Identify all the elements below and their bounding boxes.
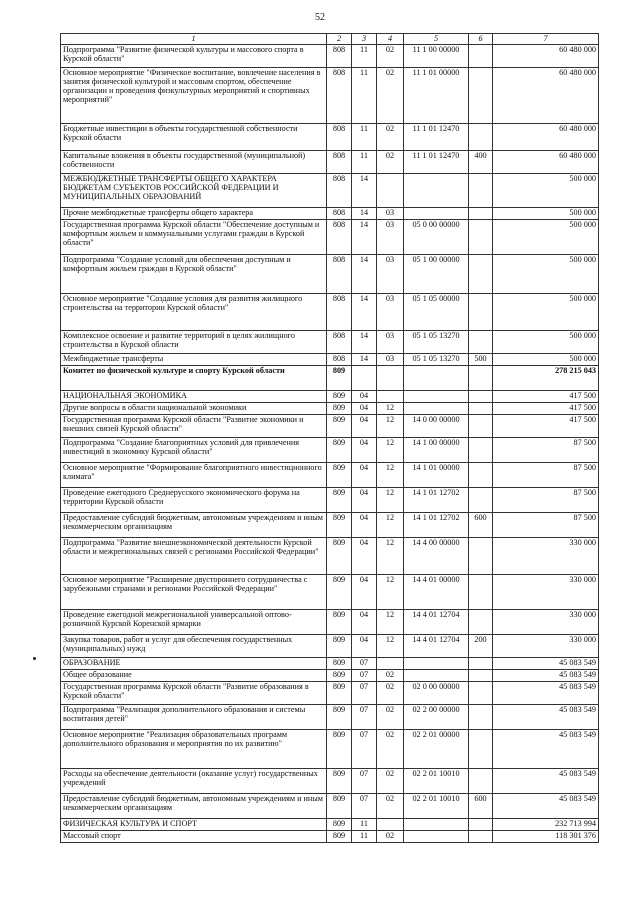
table-row [61,670,599,682]
row-vr-cell [469,705,493,730]
row-gr-cell: 809 [327,682,352,705]
row-sum-cell: 330 000 [493,538,599,575]
budget-table [60,33,599,843]
row-csr-cell: 11 1 00 00000 [404,45,469,68]
row-gr-cell: 808 [327,124,352,151]
row-csr-cell: 02 2 00 00000 [404,705,469,730]
row-pr-cell: 02 [377,769,404,794]
row-csr-cell: 14 4 01 12704 [404,610,469,635]
row-name-cell: МЕЖБЮДЖЕТНЫЕ ТРАНСФЕРТЫ ОБЩЕГО ХАРАКТЕРА БЮДЖЕТАМ СУБЪЕКТОВ РОССИЙСКОЙ ФЕДЕРАЦИИ И МУНИЦИПАЛЬНЫХ ОБРАЗОВАНИЙ [61,174,327,208]
row-pr-cell: 12 [377,415,404,438]
row-csr-cell: 14 4 01 00000 [404,575,469,610]
row-name-cell: Основное мероприятие "Формирование благоприятного инвестиционного климата" [61,463,327,488]
row-rz-cell: 07 [352,794,377,819]
row-pr-cell: 12 [377,513,404,538]
row-gr-cell: 808 [327,68,352,124]
column-number: 1 [61,34,327,45]
row-vr-cell: 400 [469,151,493,174]
row-gr-cell: 809 [327,538,352,575]
row-name-cell: Проведение ежегодного Среднерусского экономического форума на территории Курской области [61,488,327,513]
column-number: 2 [327,34,352,45]
table-row [61,610,599,635]
row-sum-cell: 500 000 [493,174,599,208]
row-csr-cell: 14 1 01 12702 [404,488,469,513]
row-name-cell: Межбюджетные трансферты [61,354,327,366]
row-gr-cell: 809 [327,463,352,488]
row-sum-cell: 417 500 [493,415,599,438]
row-csr-cell: 14 0 00 00000 [404,415,469,438]
table-row [61,124,599,151]
table-row [61,635,599,658]
row-rz-cell: 14 [352,220,377,255]
row-csr-cell: 14 1 00 00000 [404,438,469,463]
table-row [61,151,599,174]
table-row [61,366,599,391]
row-rz-cell: 11 [352,151,377,174]
row-pr-cell: 12 [377,438,404,463]
row-pr-cell: 03 [377,208,404,220]
row-vr-cell [469,68,493,124]
row-pr-cell: 12 [377,635,404,658]
row-vr-cell [469,769,493,794]
row-csr-cell: 14 1 01 00000 [404,463,469,488]
row-csr-cell [404,403,469,415]
row-pr-cell [377,174,404,208]
column-number: 4 [377,34,404,45]
row-csr-cell: 11 1 01 00000 [404,68,469,124]
table-row [61,682,599,705]
row-rz-cell: 11 [352,124,377,151]
row-name-cell: ФИЗИЧЕСКАЯ КУЛЬТУРА И СПОРТ [61,819,327,831]
row-name-cell: Государственная программа Курской области "Обеспечение доступным и комфортным жильем и коммунальными услугами граждан в Курской области" [61,220,327,255]
row-pr-cell: 02 [377,682,404,705]
row-name-cell: Основное мероприятие "Расширение двустороннего сотрудничества с зарубежными странами и регионами Российской Федерации" [61,575,327,610]
row-gr-cell: 808 [327,208,352,220]
row-csr-cell: 02 2 01 10010 [404,769,469,794]
stray-mark [33,657,36,660]
table-row [61,819,599,831]
row-pr-cell: 02 [377,45,404,68]
row-sum-cell: 45 083 549 [493,658,599,670]
row-gr-cell: 809 [327,670,352,682]
row-rz-cell: 11 [352,45,377,68]
row-name-cell: Основное мероприятие "Создание условия для развития жилищного строительства на территории Курской области" [61,294,327,331]
row-csr-cell: 14 1 01 12702 [404,513,469,538]
row-rz-cell: 14 [352,294,377,331]
row-name-cell: Основное мероприятие "Реализация образовательных программ дополнительного образования и мероприятия по их развитию" [61,730,327,769]
row-gr-cell: 809 [327,794,352,819]
row-pr-cell: 03 [377,255,404,294]
row-rz-cell: 11 [352,68,377,124]
row-sum-cell: 118 301 376 [493,831,599,843]
row-pr-cell: 03 [377,294,404,331]
row-sum-cell: 330 000 [493,575,599,610]
row-name-cell: Подпрограмма "Создание благоприятных условий для привлечения инвестиций в экономику Курской области" [61,438,327,463]
row-pr-cell: 12 [377,575,404,610]
row-vr-cell: 500 [469,354,493,366]
row-vr-cell [469,438,493,463]
row-sum-cell: 417 500 [493,403,599,415]
row-vr-cell [469,463,493,488]
row-name-cell: Расходы на обеспечение деятельности (оказание услуг) государственных учреждений [61,769,327,794]
row-vr-cell: 600 [469,794,493,819]
table-row [61,391,599,403]
row-name-cell: Государственная программа Курской области "Развитие экономики и внешних связей Курской области" [61,415,327,438]
row-pr-cell: 02 [377,794,404,819]
row-name-cell: Подпрограмма "Развитие физической культуры и массового спорта в Курской области" [61,45,327,68]
row-sum-cell: 500 000 [493,331,599,354]
row-rz-cell: 04 [352,415,377,438]
row-pr-cell [377,819,404,831]
row-rz-cell: 04 [352,610,377,635]
row-rz-cell: 14 [352,331,377,354]
row-sum-cell: 500 000 [493,255,599,294]
row-csr-cell [404,658,469,670]
row-vr-cell [469,610,493,635]
row-sum-cell: 500 000 [493,294,599,331]
row-gr-cell: 809 [327,769,352,794]
table-row [61,208,599,220]
column-number: 5 [404,34,469,45]
table-row [61,354,599,366]
row-vr-cell [469,294,493,331]
row-vr-cell [469,403,493,415]
row-sum-cell: 60 480 000 [493,45,599,68]
row-rz-cell: 07 [352,769,377,794]
row-vr-cell: 600 [469,513,493,538]
row-vr-cell: 200 [469,635,493,658]
table-row [61,415,599,438]
row-vr-cell [469,819,493,831]
row-sum-cell: 330 000 [493,635,599,658]
row-vr-cell [469,415,493,438]
row-vr-cell [469,45,493,68]
table-row [61,488,599,513]
row-rz-cell [352,366,377,391]
row-pr-cell [377,366,404,391]
row-rz-cell: 07 [352,682,377,705]
row-pr-cell [377,391,404,403]
row-gr-cell: 809 [327,366,352,391]
row-gr-cell: 809 [327,488,352,513]
row-csr-cell: 14 4 00 00000 [404,538,469,575]
row-gr-cell: 809 [327,513,352,538]
row-vr-cell [469,174,493,208]
row-vr-cell [469,658,493,670]
row-csr-cell: 11 1 01 12470 [404,124,469,151]
row-sum-cell: 45 083 549 [493,705,599,730]
column-number: 7 [493,34,599,45]
row-name-cell: Предоставление субсидий бюджетным, автономным учреждениям и иным некоммерческим организациям [61,513,327,538]
row-vr-cell [469,366,493,391]
row-rz-cell: 04 [352,575,377,610]
page-number: 52 [315,12,325,23]
table-row [61,575,599,610]
row-sum-cell: 87 500 [493,438,599,463]
row-name-cell: Комитет по физической культуре и спорту Курской области [61,366,327,391]
row-gr-cell: 808 [327,151,352,174]
row-name-cell: Комплексное освоение и развитие территорий в целях жилищного строительства в Курской области [61,331,327,354]
table-row [61,68,599,124]
row-pr-cell: 03 [377,331,404,354]
row-rz-cell: 04 [352,438,377,463]
row-name-cell: Подпрограмма "Создание условий для обеспечения доступным и комфортным жильем граждан в Курской области" [61,255,327,294]
row-rz-cell: 07 [352,705,377,730]
row-sum-cell: 60 480 000 [493,151,599,174]
row-vr-cell [469,255,493,294]
row-rz-cell: 07 [352,658,377,670]
row-csr-cell: 02 2 01 00000 [404,730,469,769]
table-row [61,538,599,575]
row-rz-cell: 04 [352,391,377,403]
row-csr-cell [404,831,469,843]
row-rz-cell: 07 [352,670,377,682]
row-sum-cell: 417 500 [493,391,599,403]
row-vr-cell [469,488,493,513]
row-pr-cell: 12 [377,538,404,575]
row-name-cell: НАЦИОНАЛЬНАЯ ЭКОНОМИКА [61,391,327,403]
row-name-cell: Бюджетные инвестиции в объекты государственной собственности Курской области [61,124,327,151]
row-sum-cell: 45 083 549 [493,769,599,794]
table-row [61,730,599,769]
row-rz-cell: 04 [352,635,377,658]
row-sum-cell: 278 215 043 [493,366,599,391]
row-gr-cell: 809 [327,391,352,403]
row-csr-cell: 05 1 05 00000 [404,294,469,331]
row-gr-cell: 808 [327,331,352,354]
row-vr-cell [469,730,493,769]
table-row [61,294,599,331]
row-name-cell: Общее образование [61,670,327,682]
row-csr-cell [404,366,469,391]
row-gr-cell: 808 [327,174,352,208]
row-pr-cell: 12 [377,403,404,415]
row-name-cell: Другие вопросы в области национальной экономики [61,403,327,415]
table-row [61,403,599,415]
row-rz-cell: 04 [352,403,377,415]
row-pr-cell: 02 [377,68,404,124]
row-gr-cell: 809 [327,705,352,730]
row-pr-cell: 02 [377,124,404,151]
row-name-cell: Подпрограмма "Реализация дополнительного образования и системы воспитания детей" [61,705,327,730]
row-sum-cell: 45 083 549 [493,670,599,682]
row-pr-cell: 02 [377,831,404,843]
row-csr-cell [404,391,469,403]
column-number: 3 [352,34,377,45]
row-gr-cell: 809 [327,575,352,610]
row-vr-cell [469,208,493,220]
row-csr-cell [404,670,469,682]
row-rz-cell: 04 [352,513,377,538]
row-name-cell: Предоставление субсидий бюджетным, автономным учреждениям и иным некоммерческим организациям [61,794,327,819]
row-vr-cell [469,331,493,354]
table-row [61,658,599,670]
row-gr-cell: 808 [327,354,352,366]
row-gr-cell: 809 [327,635,352,658]
row-pr-cell: 02 [377,730,404,769]
row-csr-cell: 05 1 00 00000 [404,255,469,294]
row-csr-cell [404,208,469,220]
row-sum-cell: 87 500 [493,488,599,513]
row-csr-cell: 02 2 01 10010 [404,794,469,819]
row-pr-cell: 12 [377,488,404,513]
row-vr-cell [469,831,493,843]
table-row [61,45,599,68]
table-row [61,794,599,819]
row-pr-cell: 03 [377,220,404,255]
row-gr-cell: 809 [327,658,352,670]
row-gr-cell: 809 [327,610,352,635]
row-pr-cell [377,658,404,670]
row-rz-cell: 14 [352,208,377,220]
table-row [61,174,599,208]
row-vr-cell [469,670,493,682]
row-vr-cell [469,124,493,151]
column-number: 6 [469,34,493,45]
row-gr-cell: 809 [327,730,352,769]
table-row [61,255,599,294]
table-row [61,513,599,538]
row-csr-cell [404,174,469,208]
row-csr-cell: 02 0 00 00000 [404,682,469,705]
row-gr-cell: 808 [327,45,352,68]
row-csr-cell: 14 4 01 12704 [404,635,469,658]
row-vr-cell [469,391,493,403]
row-sum-cell: 60 480 000 [493,68,599,124]
row-sum-cell: 500 000 [493,220,599,255]
row-pr-cell: 12 [377,463,404,488]
row-sum-cell: 500 000 [493,208,599,220]
row-gr-cell: 809 [327,819,352,831]
row-pr-cell: 03 [377,354,404,366]
row-vr-cell [469,575,493,610]
row-sum-cell: 45 083 549 [493,730,599,769]
row-sum-cell: 45 083 549 [493,682,599,705]
row-vr-cell [469,220,493,255]
row-pr-cell: 12 [377,610,404,635]
row-name-cell: Закупка товаров, работ и услуг для обеспечения государственных (муниципальных) нужд [61,635,327,658]
row-rz-cell: 04 [352,538,377,575]
row-name-cell: ОБРАЗОВАНИЕ [61,658,327,670]
row-rz-cell: 11 [352,819,377,831]
row-pr-cell: 02 [377,670,404,682]
row-rz-cell: 14 [352,174,377,208]
row-name-cell: Массовый спорт [61,831,327,843]
row-sum-cell: 232 713 994 [493,819,599,831]
row-name-cell: Проведение ежегодной межрегиональной универсальной оптово-розничной Курской Коренской ярмарки [61,610,327,635]
row-csr-cell: 05 1 05 13270 [404,354,469,366]
row-gr-cell: 809 [327,438,352,463]
row-vr-cell [469,682,493,705]
row-sum-cell: 87 500 [493,513,599,538]
row-name-cell: Основное мероприятие "Физическое воспитание, вовлечение населения в занятия физической культурой и массовым спортом, обеспечение организации и проведения физкультурных мероприятий и спортивных мероприятий" [61,68,327,124]
row-gr-cell: 809 [327,403,352,415]
row-pr-cell: 02 [377,151,404,174]
row-gr-cell: 809 [327,831,352,843]
row-sum-cell: 330 000 [493,610,599,635]
row-sum-cell: 60 480 000 [493,124,599,151]
table-row [61,705,599,730]
row-vr-cell [469,538,493,575]
row-rz-cell: 04 [352,488,377,513]
row-rz-cell: 14 [352,354,377,366]
row-gr-cell: 809 [327,415,352,438]
row-name-cell: Государственная программа Курской области "Развитие образования в Курской области" [61,682,327,705]
row-csr-cell: 05 0 00 00000 [404,220,469,255]
table-row [61,769,599,794]
row-rz-cell: 07 [352,730,377,769]
row-name-cell: Прочие межбюджетные трансферты общего характера [61,208,327,220]
table-row [61,438,599,463]
table-row [61,831,599,843]
row-sum-cell: 87 500 [493,463,599,488]
row-gr-cell: 808 [327,255,352,294]
row-csr-cell: 05 1 05 13270 [404,331,469,354]
row-sum-cell: 45 083 549 [493,794,599,819]
row-name-cell: Подпрограмма "Развитие внешнеэкономической деятельности Курской области и межрегиональных связей с регионами Российской Федерации" [61,538,327,575]
table-row [61,463,599,488]
row-gr-cell: 808 [327,220,352,255]
table-row [61,220,599,255]
row-pr-cell: 02 [377,705,404,730]
row-name-cell: Капитальные вложения в объекты государственной (муниципальной) собственности [61,151,327,174]
row-rz-cell: 14 [352,255,377,294]
row-sum-cell: 500 000 [493,354,599,366]
column-number-row [61,34,599,45]
row-rz-cell: 11 [352,831,377,843]
row-csr-cell: 11 1 01 12470 [404,151,469,174]
row-rz-cell: 04 [352,463,377,488]
table-row [61,331,599,354]
row-gr-cell: 808 [327,294,352,331]
row-csr-cell [404,819,469,831]
